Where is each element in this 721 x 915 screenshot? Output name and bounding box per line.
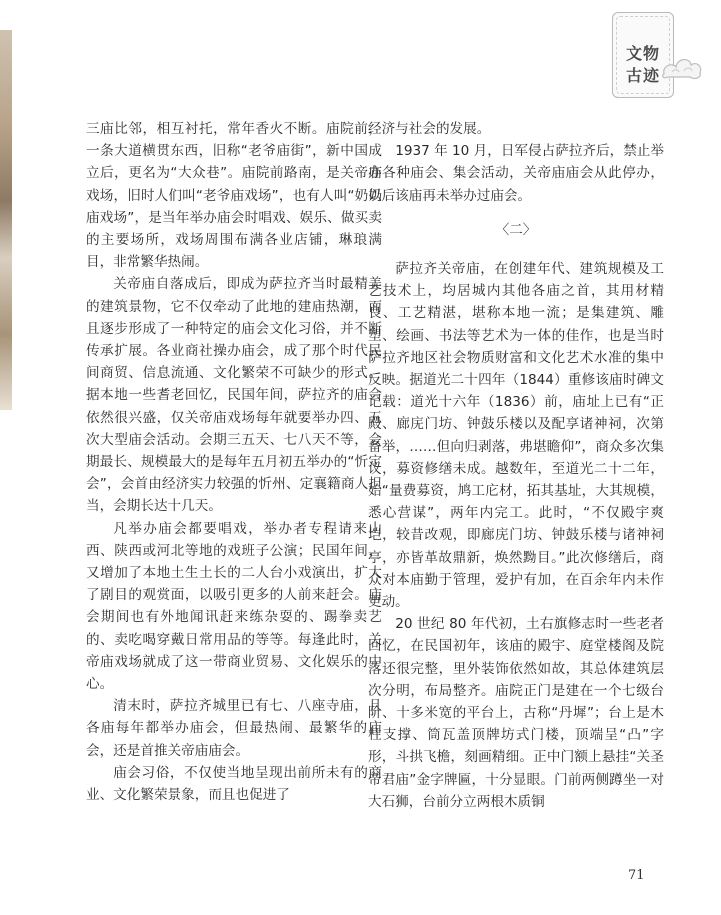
cropped-photo-edge xyxy=(0,30,12,410)
page-number: 71 xyxy=(628,868,645,883)
right-paragraph-2: 20 世纪 80 年代初，土右旗修志时一些老者回忆，在民国初年，该庙的殿宇、庭堂楼阁及院落还很完整，里外装饰依然如故，其总体建筑层次分明，布局整齐。庙院正门是建在一个七级台阶、十多米宽的平台上，古称“丹墀”；台上是木柱支撑、筒瓦盖顶牌坊式门楼，顶端呈“凸”字形，斗拱飞檐，刻画精细。正中门额上悬挂“关圣帝君庙”金字牌匾，十分显眼。门前两侧蹲坐一对大石狮，台前分立两根木质铜 xyxy=(368,616,664,810)
section-tag-line2: 古迹 xyxy=(625,66,660,85)
section-tag-line1: 文物 xyxy=(625,44,660,63)
right-paragraph-1: 萨拉齐关帝庙，在创建年代、建筑规模及工艺技术上，均居城内其他各庙之首，其用材精良、工艺精湛，堪称本地一流；是集建筑、雕塑、绘画、书法等艺术为一体的佳作，也是当时萨拉齐地区社会物质财富和文化艺术水准的集中反映。据道光二十四年（1844）重修该庙时碑文记载：道光十六年（1836）前，庙址上已有“正殿、廊庑门坊、钟鼓乐楼以及配享诸神祠，次第备举，……但向归剥落，弗堪瞻仰”，商众多次集议，募资修缮未成。越数年，至道光二十二年，始“量费募资，鸠工庀材，拓其基址，大其规模，悉心营谋”，两年内完工。此时，“不仅殿宇爽垲，较昔改观，即廊庑门坊、钟鼓乐楼与诸神祠亭，亦皆革故鼎新，焕然黝目。”此次修缮后，商众对本庙勤于管理，爱护有加，在百余年内未作更动。 xyxy=(368,261,664,611)
left-paragraph-5: 庙会习俗，不仅使当地呈现出前所未有的商业、文化繁荣景象，而且也促进了 xyxy=(86,764,382,804)
left-paragraph-4: 清末时，萨拉齐城里已有七、八座寺庙，且各庙每年都举办庙会，但最热闹、最繁华的庙会，还是首推关帝庙庙会。 xyxy=(86,698,382,759)
right-column xyxy=(368,118,664,813)
left-column xyxy=(86,118,382,806)
right-paragraph-1937: 1937 年 10 月，日军侵占萨拉齐后，禁止举办各种庙会、集会活动，关帝庙庙会从此停办，以后该庙再未举办过庙会。 xyxy=(368,143,664,204)
left-paragraph-2: 关帝庙自落成后，即成为萨拉齐当时最精美的建筑景物，它不仅牵动了此地的建庙热潮，而且逐步形成了一种特定的庙会文化习俗，并不断传承扩展。各业商社操办庙会，成了那个时代民间商贸、信息流通、文化繁荣不可缺少的形式。据本地一些耆老回忆，民国年间，萨拉齐的庙会依然很兴盛，仅关帝庙戏场每年就要举办四、五次大型庙会活动。会期三五天、七八天不等，会期最长、规模最大的是每年五月初五举办的“忻定会”，会首由经济实力较强的忻州、定襄籍商人担当，会期长达十几天。 xyxy=(86,276,382,515)
cloud-ornament-icon xyxy=(660,52,704,82)
right-paragraph-continued: 经济与社会的发展。 xyxy=(368,121,491,137)
left-paragraph-3: 凡举办庙会都要唱戏，举办者专程请来山西、陕西或河北等地的戏班子公演；民国年间，又增加了本地土生土长的二人台小戏演出，扩大了剧目的观赏面，以吸引更多的人前来赶会。庙会期间也有外地闻讯赶来练杂耍的、踢拳卖艺的、卖吃喝穿戴日常用品的等等。每逢此时，关帝庙戏场就成了这一带商业贸易、文化娱乐的中心。 xyxy=(86,520,382,693)
left-paragraph-1: 三庙比邻，相互衬托，常年香火不断。庙院前，一条大道横贯东西，旧称“老爷庙街”，新中国成立后，更名为“大众巷”。庙院前路南，是关帝庙戏场，旧时人们叫“老爷庙戏场”，也有人叫“奶奶庙戏场”，是当年举办庙会时唱戏、娱乐、做买卖的主要场所，戏场周围布满各业店铺，琳琅满目，非常繁华热闹。 xyxy=(86,121,382,271)
section-heading: 〈二〉 xyxy=(495,221,537,238)
